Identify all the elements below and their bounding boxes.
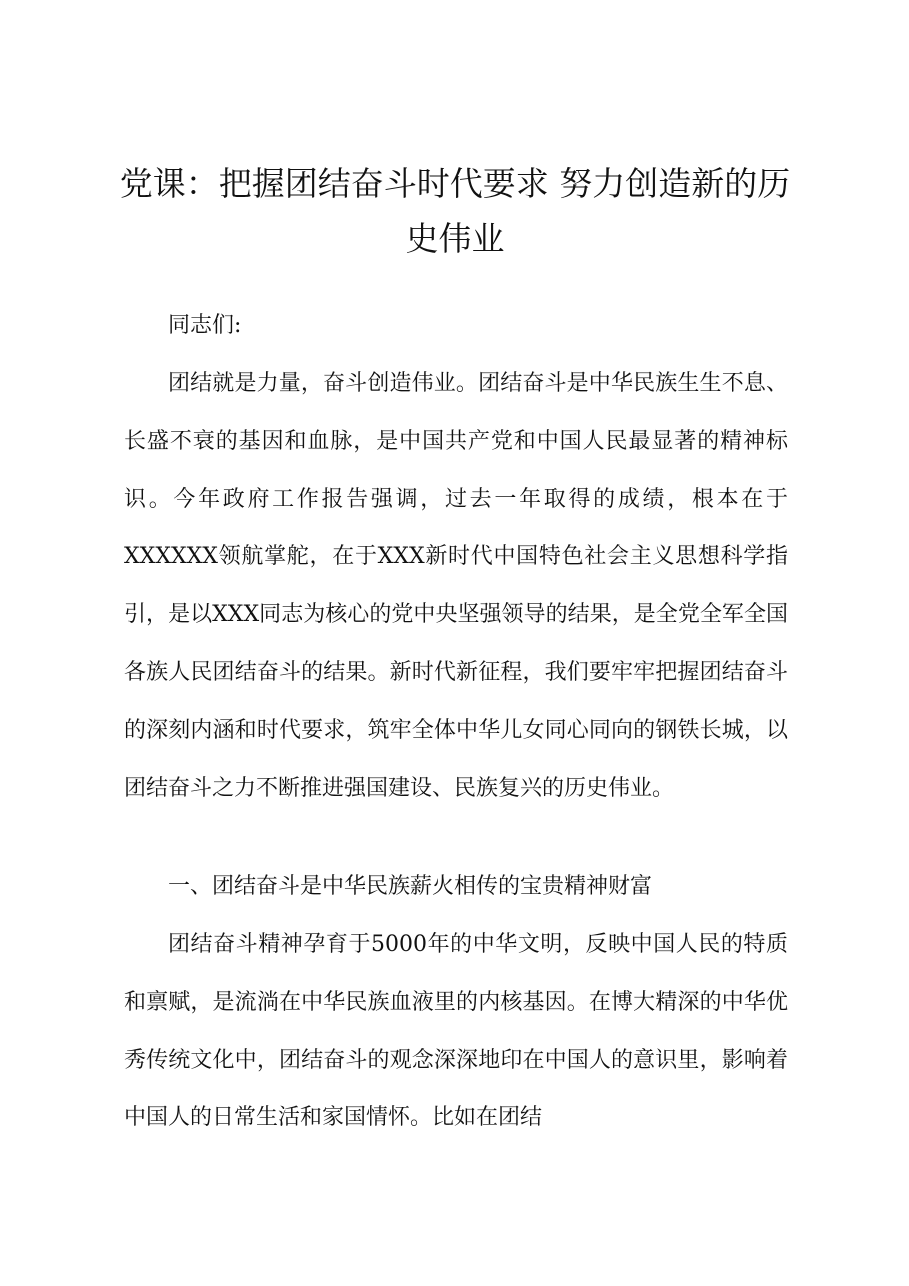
salutation: 同志们: (168, 313, 242, 338)
section-heading: 一、团结奋斗是中华民族薪火相传的宝贵精神财富 (168, 874, 653, 899)
paragraph-section-1 (124, 916, 788, 1147)
document-title: 党课：把握团结奋斗时代要求 努力创造新的历史伟业 (119, 164, 791, 258)
paragraph-text: 团结奋斗精神孕育于5000年的中华文明，反映中国人民的特质和禀赋，是流淌在中华民族血液里的内核基因。在博大精深的中华优秀传统文化中，团结奋斗的观念深深地印在中国人的意识里，影响着中国人的日常生活和家国情怀。比如在团结 (124, 932, 788, 1131)
paragraph-intro (124, 355, 788, 817)
paragraph-text: 团结就是力量，奋斗创造伟业。团结奋斗是中华民族生生不息、长盛不衰的基因和血脉，是中国共产党和中国人民最显著的精神标识。今年政府工作报告强调，过去一年取得的成绩，根本在于XXXXXX领航掌舵，在于XXX新时代中国特色社会主义思想科学指引，是以XXX同志为核心的党中央坚强领导的结果，是全党全军全国各族人民团结奋斗的结果。新时代新征程，我们要牢牢把握团结奋斗的深刻内涵和时代要求，筑牢全体中华儿女同心同向的钢铁长城，以团结奋斗之力不断推进强国建设、民族复兴的历史伟业。 (124, 371, 788, 801)
